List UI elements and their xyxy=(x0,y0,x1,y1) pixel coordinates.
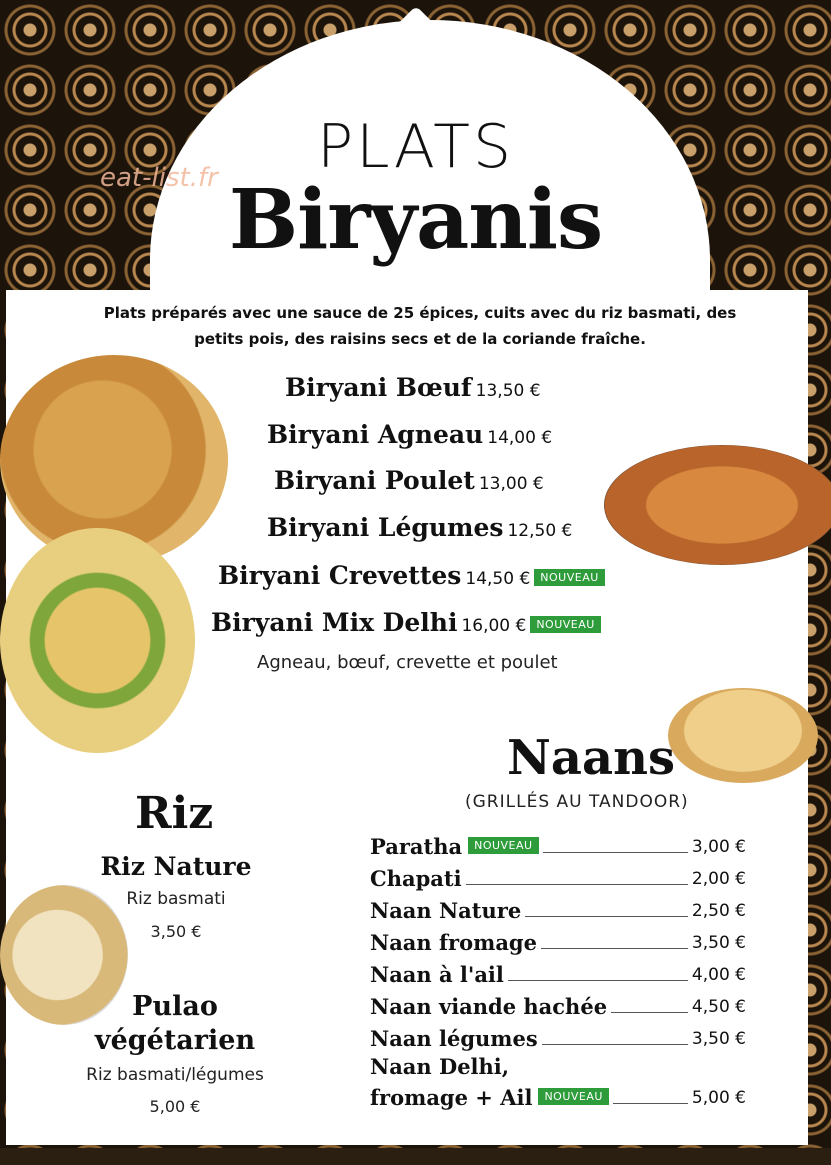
biryani-mix-note: Agneau, bœuf, crevette et poulet xyxy=(257,652,558,673)
menu-item-price: 12,50 € xyxy=(507,521,573,541)
pulao-name xyxy=(80,990,270,1058)
page-title: Biryanis xyxy=(228,172,603,268)
naan-name: Paratha xyxy=(370,834,463,859)
plats-label: PLATS xyxy=(316,112,515,182)
naan-bread-image xyxy=(668,688,818,783)
riz-nature-name: Riz Nature xyxy=(100,852,252,881)
naan-row xyxy=(370,1080,746,1110)
riz-section-title: Riz xyxy=(135,788,214,839)
menu-item-name: Biryani Bœuf xyxy=(285,373,472,402)
menu-item-name: Biryani Agneau xyxy=(267,420,484,449)
new-badge: NOUVEAU xyxy=(530,616,601,633)
naan-row xyxy=(370,957,746,987)
naan-price: 4,50 € xyxy=(691,997,746,1017)
dot-leader xyxy=(613,1103,688,1104)
naan-price: 5,00 € xyxy=(691,1088,746,1108)
menu-item xyxy=(285,373,541,402)
naan-name: Naan légumes xyxy=(370,1026,538,1051)
menu-item-price: 14,50 € xyxy=(465,569,531,589)
dot-leader xyxy=(543,852,688,853)
naan-row xyxy=(370,829,746,859)
dot-leader xyxy=(525,916,688,917)
naan-name-line1: Naan Delhi, xyxy=(370,1054,510,1079)
naan-price: 3,50 € xyxy=(691,933,746,953)
naan-price: 2,00 € xyxy=(691,869,746,889)
naan-row xyxy=(370,989,746,1019)
naan-name: Naan fromage xyxy=(370,930,537,955)
riz-nature-price: 3,50 € xyxy=(150,922,202,941)
rice-platter-image xyxy=(0,528,195,753)
menu-item xyxy=(274,466,544,495)
naan-row xyxy=(370,925,746,955)
watermark: eat-list.fr xyxy=(100,163,218,193)
naan-price: 4,00 € xyxy=(691,965,746,985)
new-badge: NOUVEAU xyxy=(534,569,605,586)
riz-nature-desc: Riz basmati xyxy=(126,889,226,909)
menu-item-name: Biryani Crevettes xyxy=(218,561,462,590)
naan-row xyxy=(370,1021,746,1051)
naan-price: 3,50 € xyxy=(691,1029,746,1049)
shrimp-biryani-image xyxy=(604,445,831,565)
pulao-name-line1: Pulao xyxy=(132,991,218,1022)
pulao-price: 5,00 € xyxy=(149,1097,201,1116)
menu-item xyxy=(211,608,601,637)
menu-item xyxy=(218,561,605,590)
naan-name-line2: fromage + Ail xyxy=(370,1085,533,1110)
menu-item-name: Biryani Poulet xyxy=(274,466,475,495)
dot-leader xyxy=(508,980,688,981)
naan-name: Naan Nature xyxy=(370,898,522,923)
dot-leader xyxy=(541,948,688,949)
menu-item xyxy=(267,420,552,449)
menu-item-name: Biryani Mix Delhi xyxy=(211,608,458,637)
naan-price: 3,00 € xyxy=(691,837,746,857)
menu-item-price: 13,50 € xyxy=(475,381,541,401)
dot-leader xyxy=(611,1012,688,1013)
naan-row xyxy=(370,893,746,923)
naan-price: 2,50 € xyxy=(691,901,746,921)
dot-leader xyxy=(542,1044,688,1045)
menu-item-price: 13,00 € xyxy=(478,474,544,494)
menu-item-price: 14,00 € xyxy=(487,428,553,448)
bottom-border xyxy=(0,1148,831,1165)
naans-subtitle: (GRILLÉS AU TANDOOR) xyxy=(465,792,689,812)
new-badge: NOUVEAU xyxy=(538,1088,609,1105)
naan-name: Naan à l'ail xyxy=(370,962,504,987)
menu-item-name: Biryani Légumes xyxy=(267,513,504,542)
pulao-name-line2: végétarien xyxy=(94,1025,256,1056)
dot-leader xyxy=(466,884,688,885)
new-badge: NOUVEAU xyxy=(468,837,539,854)
naan-name: Naan viande hachée xyxy=(370,994,608,1019)
pulao-desc: Riz basmati/légumes xyxy=(86,1065,264,1085)
naan-name: Chapati xyxy=(370,866,462,891)
naans-section-title: Naans xyxy=(507,730,675,786)
intro-text: Plats préparés avec une sauce de 25 épices, cuits avec du riz basmati, des petits pois, des raisins secs et de la coriande fraîche. xyxy=(103,304,737,348)
naan-row xyxy=(370,861,746,891)
menu-item xyxy=(267,513,572,542)
menu-item-price: 16,00 € xyxy=(461,616,527,636)
